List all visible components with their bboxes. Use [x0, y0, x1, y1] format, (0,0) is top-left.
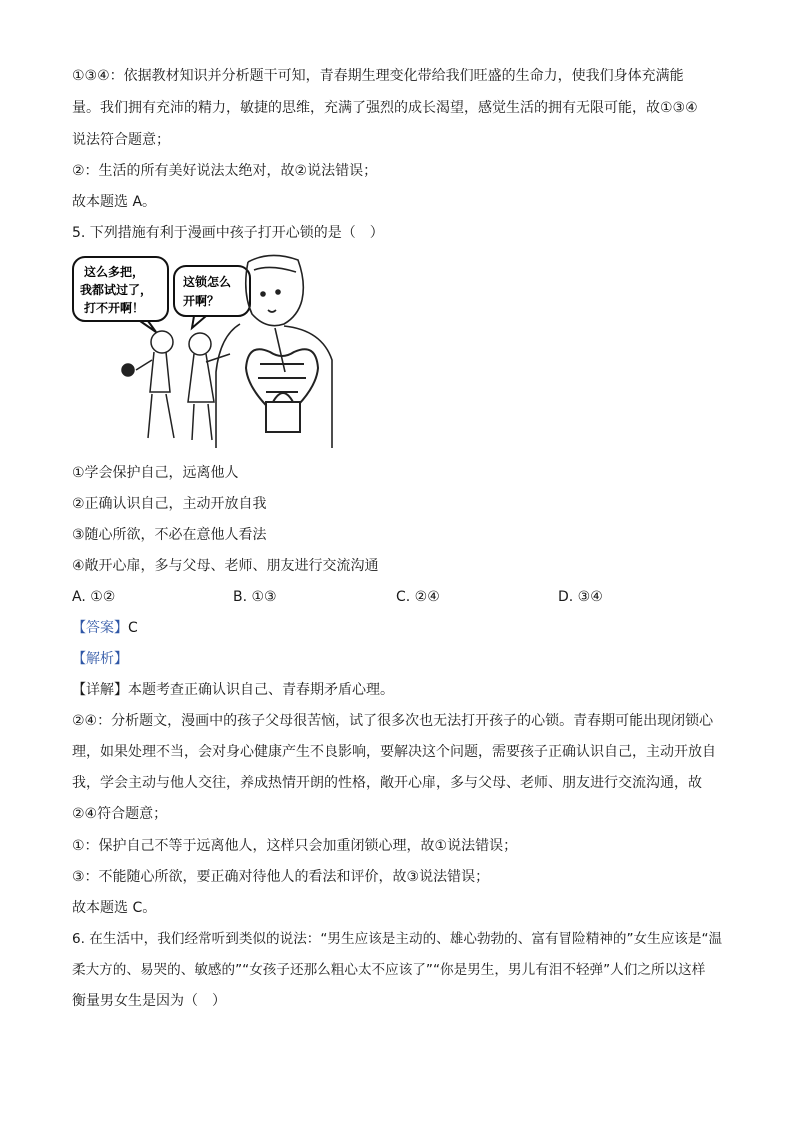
analysis-line: ①③④：依据教材知识并分析题干可知，青春期生理变化带给我们旺盛的生命力，使我们身体充满能	[72, 68, 684, 84]
statement-4: ④敞开心扉，多与父母、老师、朋友进行交流沟通	[72, 558, 379, 574]
analysis-line: 量。我们拥有充沛的精力，敏捷的思维，充满了强烈的成长渴望，感觉生活的拥有无限可能，故①③④	[72, 100, 698, 116]
answer-value: C	[128, 620, 138, 636]
analysis-tag: 【解析】	[72, 651, 128, 667]
analysis-row	[72, 649, 128, 669]
statement-3: ③随心所欲，不必在意他人看法	[72, 527, 267, 543]
explanation-line: ①：保护自己不等于远离他人，这样只会加重闭锁心理，故①说法错误；	[72, 838, 518, 854]
detail-row	[72, 680, 394, 700]
option-b: B. ①③	[233, 589, 277, 605]
conclusion-line: 故本题选 A。	[72, 194, 157, 210]
analysis-line: ②：生活的所有美好说法太绝对，故②说法错误；	[72, 163, 378, 179]
option-a: A. ①②	[72, 589, 116, 605]
bubble-right-line-2: 开啊？	[183, 294, 220, 308]
explanation-line: 我，学会主动与他人交往，养成热情开朗的性格，敞开心扉，多与父母、老师、朋友进行交流沟通，故	[72, 775, 702, 791]
statement-1: ①学会保护自己，远离他人	[72, 465, 239, 481]
answer-tag: 【答案】	[72, 620, 128, 636]
bubble-left-line-1: 这么多把，	[84, 265, 145, 279]
bubble-left-line-3: 打不开啊！	[84, 301, 145, 315]
detail-tag: 【详解】	[72, 682, 128, 698]
detail-text: 本题考查正确认识自己、青春期矛盾心理。	[128, 682, 394, 698]
question-6-stem-line-2: 柔大方的、易哭的、敏感的”“女孩子还那么粗心太不应该了”“你是男生，男儿有泪不轻弹”人们之所以这样	[72, 962, 706, 978]
statement-2: ②正确认识自己，主动开放自我	[72, 496, 267, 512]
question-6-stem-line-1: 6. 在生活中，我们经常听到类似的说法：“男生应该是主动的、雄心勃勃的、富有冒险精神的”女生应该是“温	[72, 931, 723, 947]
explanation-line: 理，如果处理不当，会对身心健康产生不良影响，要解决这个问题，需要孩子正确认识自己，主动开放自	[72, 744, 716, 760]
conclusion-line: 故本题选 C。	[72, 900, 157, 916]
question-6-stem-line-3: 衡量男女生是因为（ ）	[72, 993, 226, 1009]
question-5-stem: 5. 下列措施有利于漫画中孩子打开心锁的是（ ）	[72, 225, 384, 241]
explanation-line: ③：不能随心所欲，要正确对待他人的看法和评价，故③说法错误；	[72, 869, 490, 885]
explanation-line: ②④：分析题文，漫画中的孩子父母很苦恼，试了很多次也无法打开孩子的心锁。青春期可能出现闭锁心	[72, 713, 714, 729]
option-d: D. ③④	[558, 589, 603, 605]
bubble-left-line-2: 我都试过了，	[80, 283, 153, 297]
comic-illustration	[70, 252, 342, 452]
explanation-line: ②④符合题意；	[72, 806, 168, 822]
answer-row	[72, 618, 138, 638]
bubble-right-line-1: 这锁怎么	[183, 275, 232, 289]
analysis-line: 说法符合题意；	[72, 132, 170, 148]
option-c: C. ②④	[396, 589, 440, 605]
